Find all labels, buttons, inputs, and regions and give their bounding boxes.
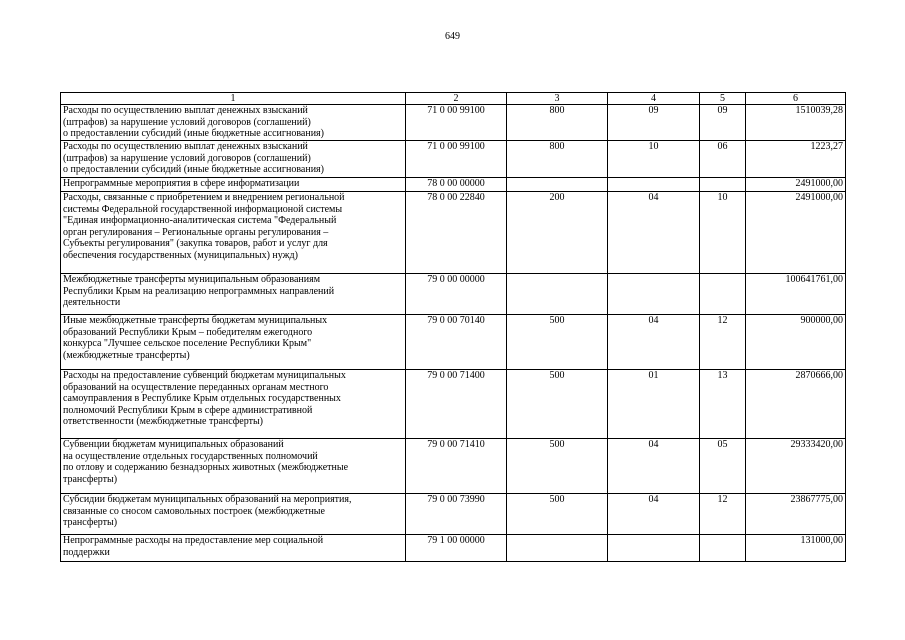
col-header-4: 4: [608, 93, 700, 105]
row-expense-type: 200: [507, 192, 608, 274]
row-target-code: 79 0 00 71410: [406, 439, 507, 494]
row-amount: 2491000,00: [746, 178, 846, 192]
row-subsection: 06: [700, 141, 746, 178]
row-subsection: 10: [700, 192, 746, 274]
row-description: Непрограммные расходы на предоставление мер социальной поддержки: [61, 535, 406, 562]
row-amount: 2491000,00: [746, 192, 846, 274]
row-expense-type: 800: [507, 105, 608, 141]
row-target-code: 78 0 00 22840: [406, 192, 507, 274]
row-target-code: 79 0 00 00000: [406, 274, 507, 315]
row-target-code: 71 0 00 99100: [406, 105, 507, 141]
row-section: 09: [608, 105, 700, 141]
row-target-code: 79 0 00 73990: [406, 494, 507, 535]
table-row: [61, 494, 846, 535]
row-subsection: 13: [700, 370, 746, 439]
row-description: Субсидии бюджетам муниципальных образований на мероприятия, связанные со сносом самовольных построек (межбюджетные трансферты): [61, 494, 406, 535]
row-amount: 29333420,00: [746, 439, 846, 494]
row-expense-type: 500: [507, 439, 608, 494]
table-row: [61, 439, 846, 494]
budget-table: [60, 92, 846, 562]
table-row: [61, 192, 846, 274]
row-subsection: 09: [700, 105, 746, 141]
row-target-code: 79 0 00 71400: [406, 370, 507, 439]
row-expense-type: [507, 274, 608, 315]
col-header-3: 3: [507, 93, 608, 105]
table-row: [61, 370, 846, 439]
row-subsection: 12: [700, 494, 746, 535]
row-section: 04: [608, 315, 700, 370]
table-row: [61, 178, 846, 192]
row-target-code: 78 0 00 00000: [406, 178, 507, 192]
row-expense-type: 500: [507, 315, 608, 370]
row-description: Расходы по осуществлению выплат денежных взысканий (штрафов) за нарушение условий договоров (соглашений) о предоставлении субсидий (иные бюджетные ассигнования): [61, 141, 406, 178]
row-subsection: [700, 535, 746, 562]
row-section: 04: [608, 192, 700, 274]
col-header-2: 2: [406, 93, 507, 105]
row-target-code: 79 1 00 00000: [406, 535, 507, 562]
row-amount: 100641761,00: [746, 274, 846, 315]
row-section: [608, 274, 700, 315]
row-expense-type: [507, 178, 608, 192]
row-amount: 23867775,00: [746, 494, 846, 535]
row-subsection: 12: [700, 315, 746, 370]
row-subsection: 05: [700, 439, 746, 494]
row-section: [608, 535, 700, 562]
table-row: [61, 315, 846, 370]
table-row: [61, 535, 846, 562]
row-subsection: [700, 274, 746, 315]
row-expense-type: 800: [507, 141, 608, 178]
row-description: Расходы, связанные с приобретением и внедрением региональной системы Федеральной государственной информационой системы "Единая информационно-аналитическая система "Федеральный орган регулирования – Региональные органы регулирования – Субъекты регулирования" (закупка товаров, работ и услуг для обеспечения государственных (муниципальных) нужд): [61, 192, 406, 274]
row-amount: 2870666,00: [746, 370, 846, 439]
row-expense-type: 500: [507, 494, 608, 535]
row-amount: 131000,00: [746, 535, 846, 562]
row-amount: 1510039,28: [746, 105, 846, 141]
row-target-code: 71 0 00 99100: [406, 141, 507, 178]
row-target-code: 79 0 00 70140: [406, 315, 507, 370]
col-header-6: 6: [746, 93, 846, 105]
table-row: [61, 141, 846, 178]
header-row: [61, 93, 846, 105]
col-header-1: 1: [61, 93, 406, 105]
row-description: Межбюджетные трансферты муниципальным образованиям Республики Крым на реализацию непрограммных направлений деятельности: [61, 274, 406, 315]
row-amount: 1223,27: [746, 141, 846, 178]
table-row: [61, 274, 846, 315]
row-subsection: [700, 178, 746, 192]
row-description: Непрограммные мероприятия в сфере информатизации: [61, 178, 406, 192]
row-section: [608, 178, 700, 192]
page-number: 649: [445, 31, 460, 42]
row-section: 04: [608, 439, 700, 494]
col-header-5: 5: [700, 93, 746, 105]
table-row: [61, 105, 846, 141]
row-amount: 900000,00: [746, 315, 846, 370]
row-section: 04: [608, 494, 700, 535]
row-section: 01: [608, 370, 700, 439]
row-description: Расходы на предоставление субвенций бюджетам муниципальных образований на осуществление переданных органам местного самоуправления в Республике Крым отдельных государственных полномочий Республики Крым в сфере административной ответственности (межбюджетные трансферты): [61, 370, 406, 439]
row-description: Иные межбюджетные трансферты бюджетам муниципальных образований Республики Крым – победителям ежегодного конкурса "Лучшее сельское поселение Республики Крым" (межбюджетные трансферты): [61, 315, 406, 370]
row-expense-type: [507, 535, 608, 562]
row-section: 10: [608, 141, 700, 178]
row-expense-type: 500: [507, 370, 608, 439]
row-description: Расходы по осуществлению выплат денежных взысканий (штрафов) за нарушение условий договоров (соглашений) о предоставлении субсидий (иные бюджетные ассигнования): [61, 105, 406, 141]
row-description: Субвенции бюджетам муниципальных образований на осуществление отдельных государственных полномочий по отлову и содержанию безнадзорных животных (межбюджетные трансферты): [61, 439, 406, 494]
